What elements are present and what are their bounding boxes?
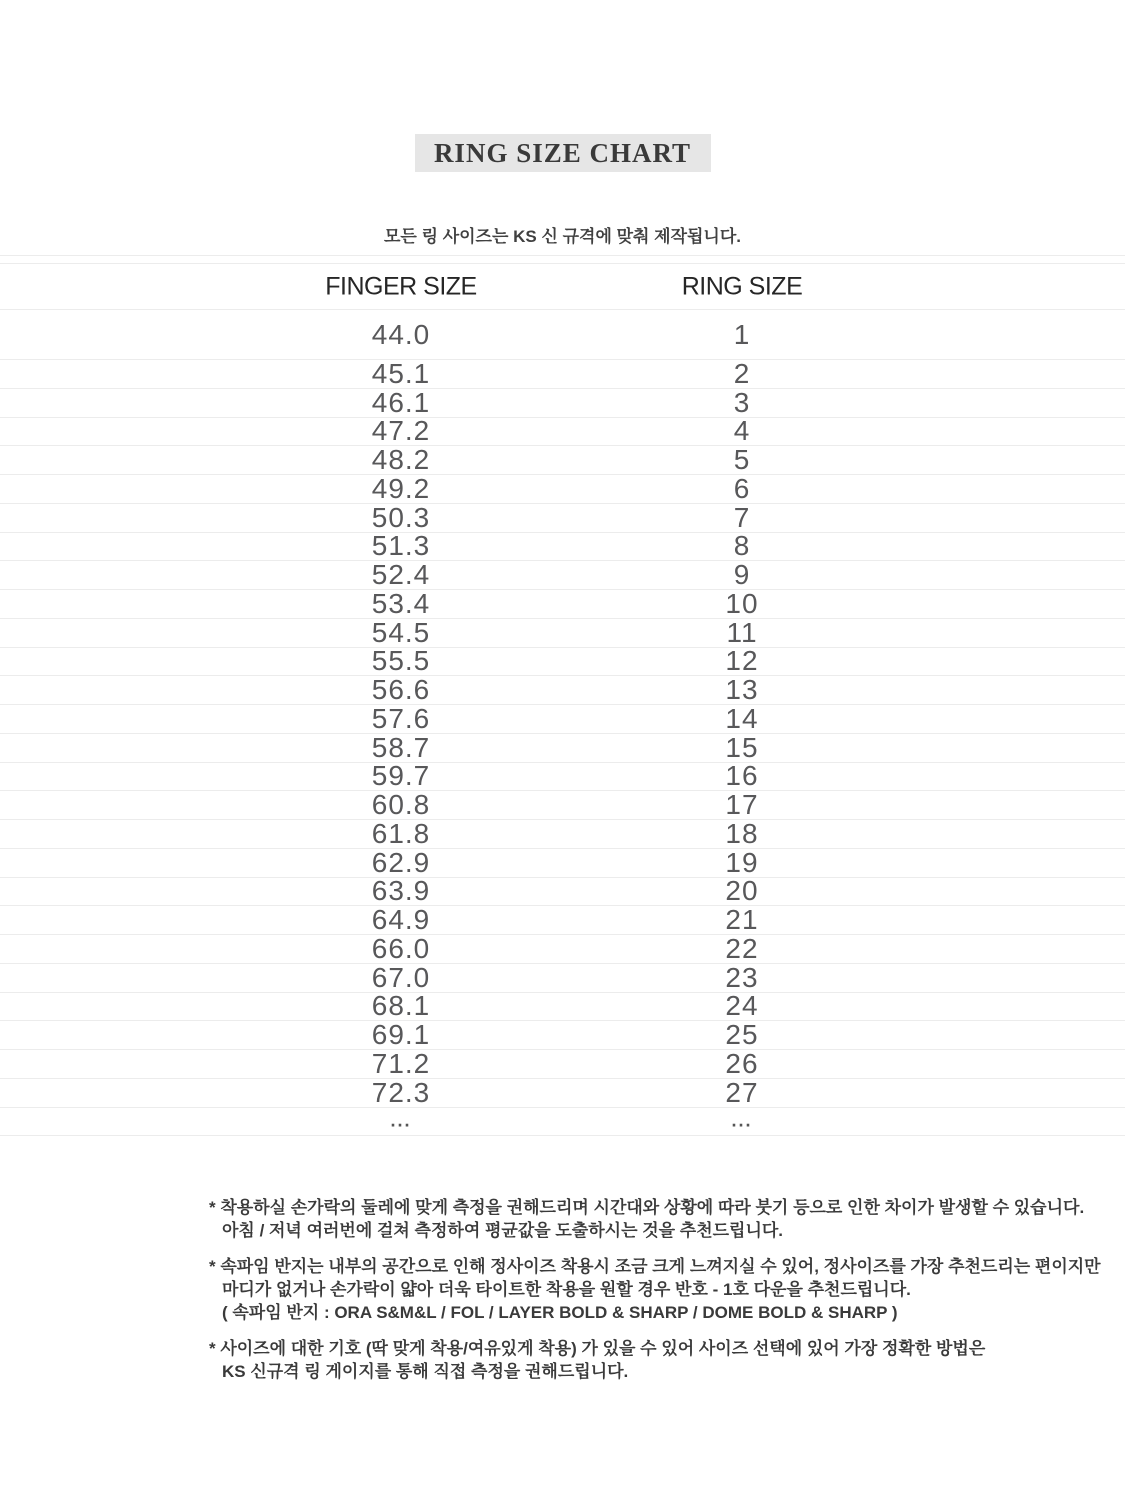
footnote-line: KS 신규격 링 게이지를 통해 직접 측정을 권해드립니다.: [222, 1362, 629, 1381]
page-title: RING SIZE CHART: [433, 137, 692, 168]
ring-size-value: 12: [725, 645, 759, 677]
table-row: [0, 961, 1125, 993]
table-row: [0, 1047, 1125, 1079]
ring-size-value: 19: [725, 846, 759, 878]
ring-size-value: 16: [725, 760, 759, 792]
finger-size-ellipsis: ...: [390, 1110, 412, 1131]
ring-size-value: 17: [725, 789, 759, 821]
table-row: [0, 875, 1125, 907]
table-row: [0, 760, 1125, 792]
finger-size-value: 71.2: [371, 1047, 431, 1079]
finger-size-value: 48.2: [371, 444, 431, 476]
footnotes: [209, 1196, 1101, 1383]
finger-size-value: 49.2: [371, 472, 431, 504]
finger-size-value: 51.3: [371, 530, 431, 562]
finger-size-value: 61.8: [371, 817, 431, 849]
table-top-divider: [0, 255, 1125, 263]
table-row: [0, 990, 1125, 1022]
table-ellipsis-row: [0, 1108, 1125, 1136]
subtitle: 모든 링 사이즈는 KS 신 규격에 맞춰 제작됩니다.: [384, 227, 741, 246]
ring-size-value: 22: [725, 932, 759, 964]
table-row: [0, 357, 1125, 389]
ring-size-value: 3: [733, 386, 751, 418]
table-row: [0, 1021, 1125, 1050]
finger-size-value: 45.1: [371, 357, 431, 389]
finger-size-value: 72.3: [371, 1076, 431, 1108]
finger-size-value: 60.8: [371, 789, 431, 821]
ring-size-value: 15: [725, 731, 759, 763]
table-row: [0, 932, 1125, 964]
ring-size-ellipsis: ...: [731, 1110, 753, 1131]
table-row: [0, 310, 1125, 360]
ring-size-value: 5: [733, 444, 751, 476]
table-row: [0, 446, 1125, 475]
ring-size-value: 6: [733, 472, 751, 504]
finger-size-value: 64.9: [371, 904, 431, 936]
table-row: [0, 731, 1125, 763]
finger-size-value: 54.5: [371, 616, 431, 648]
ring-size-value: 21: [725, 904, 759, 936]
footnote-line: * 착용하실 손가락의 둘레에 맞게 측정을 권해드리며 시간대와 상황에 따라 붓기 등으로 인한 차이가 발생할 수 있습니다.: [209, 1198, 1085, 1217]
column-header-ring-size: RING SIZE: [681, 272, 803, 300]
table-row: [0, 817, 1125, 849]
finger-size-value: 52.4: [371, 559, 431, 591]
ring-size-value: 8: [733, 530, 751, 562]
ring-size-value: 13: [725, 674, 759, 706]
ring-size-value: 10: [725, 587, 759, 619]
ring-size-value: 24: [725, 990, 759, 1022]
ring-size-value: 1: [733, 318, 751, 350]
ring-size-value: 9: [733, 559, 751, 591]
finger-size-value: 50.3: [371, 501, 431, 533]
finger-size-value: 58.7: [371, 731, 431, 763]
finger-size-value: 57.6: [371, 702, 431, 734]
finger-size-value: 66.0: [371, 932, 431, 964]
table-row: [0, 616, 1125, 648]
page-title-box: [415, 134, 711, 172]
ring-size-value: 23: [725, 961, 759, 993]
footnote-gauge: [209, 1337, 986, 1383]
ring-size-value: 4: [733, 415, 751, 447]
finger-size-value: 69.1: [371, 1019, 431, 1051]
finger-size-value: 53.4: [371, 587, 431, 619]
ring-size-value: 26: [725, 1047, 759, 1079]
table-row: [0, 530, 1125, 562]
finger-size-value: 62.9: [371, 846, 431, 878]
table-row: [0, 906, 1125, 935]
table-row: [0, 386, 1125, 418]
footnote-line: * 사이즈에 대한 기호 (딱 맞게 착용/여유있게 착용) 가 있을 수 있어 사이즈 선택에 있어 가장 정확한 방법은: [209, 1339, 986, 1358]
table-row: [0, 1076, 1125, 1108]
footnote-line: * 속파임 반지는 내부의 공간으로 인해 정사이즈 착용시 조금 크게 느껴지실 수 있어, 정사이즈를 가장 추천드리는 편이지만: [209, 1257, 1101, 1276]
footnote-measurement: [209, 1196, 1085, 1242]
table-row: [0, 791, 1125, 820]
table-row: [0, 501, 1125, 533]
table-header-row: [0, 263, 1125, 310]
table-row: [0, 846, 1125, 878]
column-header-finger-size: FINGER SIZE: [325, 272, 477, 300]
finger-size-value: 59.7: [371, 760, 431, 792]
table-row: [0, 702, 1125, 734]
ring-size-table: [0, 255, 1125, 1136]
footnote-line: ( 속파임 반지 : ORA S&M&L / FOL / LAYER BOLD & SHARP / DOME BOLD & SHARP ): [222, 1303, 898, 1322]
finger-size-value: 46.1: [371, 386, 431, 418]
finger-size-value: 67.0: [371, 961, 431, 993]
footnote-hollow-rings: [209, 1255, 1101, 1324]
table-row: [0, 561, 1125, 590]
finger-size-value: 44.0: [371, 318, 431, 350]
footnote-line: 아침 / 저녁 여러번에 걸쳐 측정하여 평균값을 도출하시는 것을 추천드립니다.: [222, 1221, 784, 1240]
table-row: [0, 587, 1125, 619]
footnote-line: 마디가 없거나 손가락이 얇아 더욱 타이트한 착용을 원할 경우 반호 - 1호 다운을 추천드립니다.: [222, 1280, 911, 1299]
finger-size-value: 68.1: [371, 990, 431, 1022]
ring-size-value: 11: [726, 616, 758, 648]
table-body: [0, 310, 1125, 1108]
finger-size-value: 56.6: [371, 674, 431, 706]
ring-size-value: 14: [725, 702, 759, 734]
ring-size-value: 18: [725, 817, 759, 849]
table-row: [0, 676, 1125, 705]
finger-size-value: 63.9: [371, 875, 431, 907]
ring-size-value: 25: [725, 1019, 759, 1051]
table-row: [0, 415, 1125, 447]
ring-size-value: 27: [725, 1076, 759, 1108]
table-row: [0, 645, 1125, 677]
ring-size-value: 7: [733, 501, 751, 533]
ring-size-value: 20: [725, 875, 759, 907]
ring-size-value: 2: [733, 357, 751, 389]
finger-size-value: 55.5: [371, 645, 431, 677]
table-row: [0, 472, 1125, 504]
finger-size-value: 47.2: [371, 415, 431, 447]
